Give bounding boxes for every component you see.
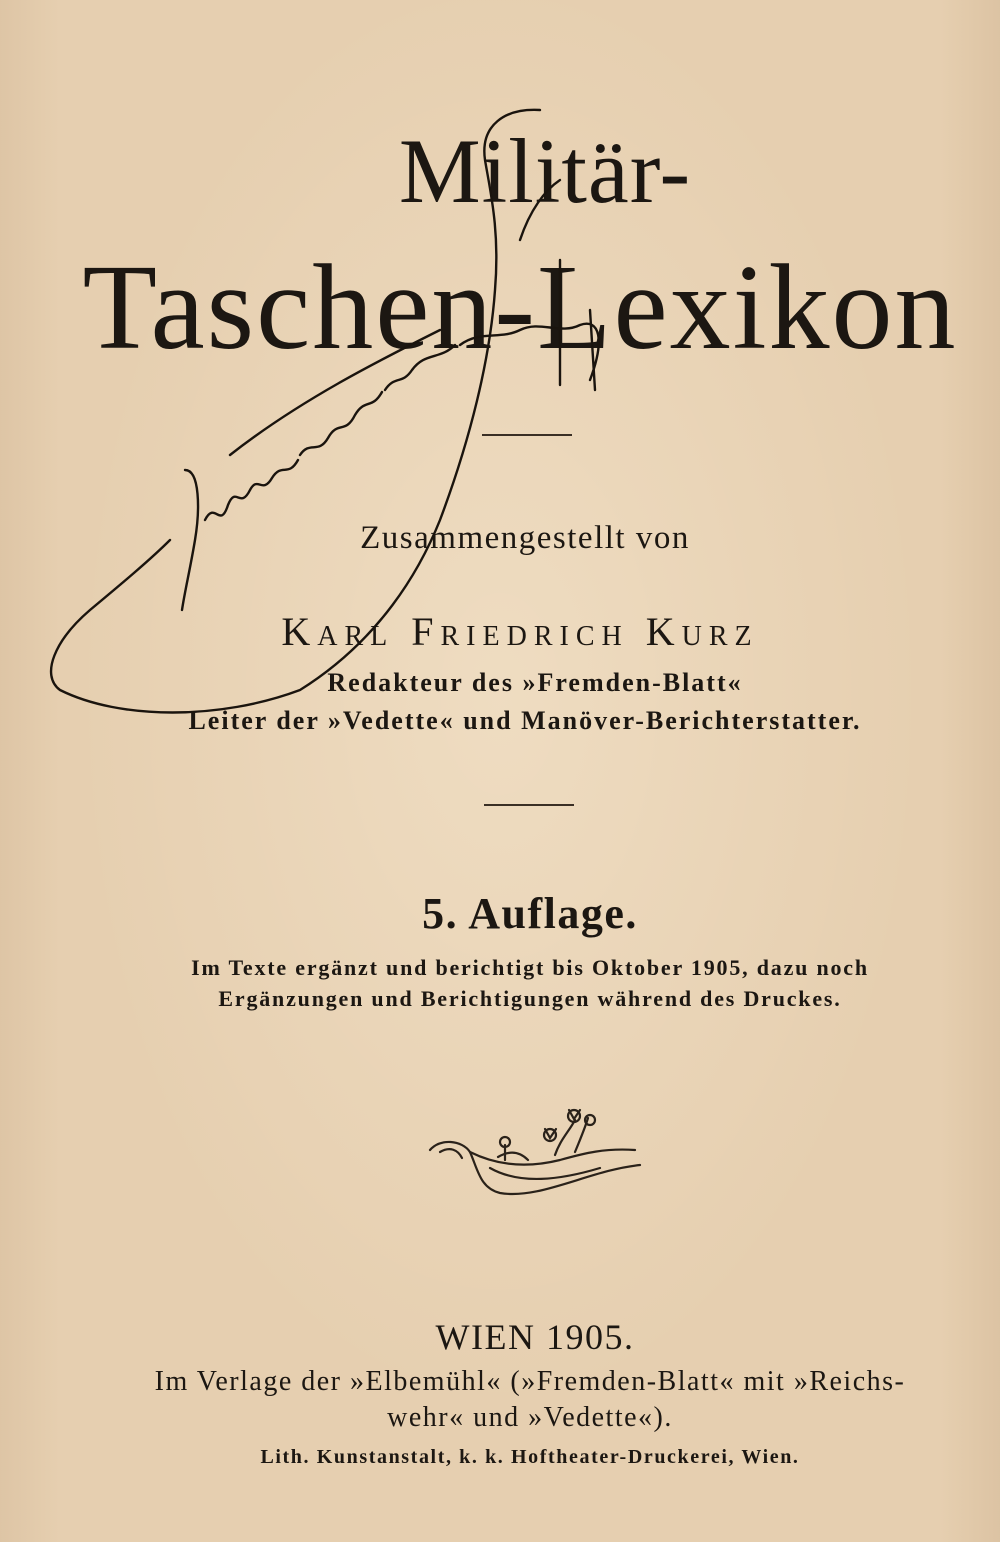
publisher-line-2: wehr« und »Vedette«). bbox=[387, 1402, 673, 1433]
edition-note-line-1: Im Texte ergänzt und berichtigt bis Oktober 1905, dazu noch bbox=[191, 955, 869, 980]
author-name: Karl Friedrich Kurz bbox=[281, 609, 759, 654]
author-role-1: Redakteur des »Fremden-Blatt« bbox=[327, 668, 743, 697]
author-role-2: Leiter der »Vedette« und Manöver-Berichterstatter. bbox=[188, 706, 862, 735]
floral-vignette-icon bbox=[430, 1110, 640, 1194]
edition-note-line-2: Ergänzungen und Berichtigungen während des Druckes. bbox=[218, 986, 842, 1011]
place-and-year: WIEN 1905. bbox=[435, 1317, 635, 1357]
edition-label: 5. Auflage. bbox=[422, 889, 638, 938]
title-line-1: Militär- bbox=[398, 120, 692, 222]
printer-credit: Lith. Kunstanstalt, k. k. Hoftheater-Druckerei, Wien. bbox=[260, 1446, 800, 1468]
handwritten-signature bbox=[51, 110, 599, 713]
compiled-by-label: Zusammengestellt von bbox=[360, 520, 690, 556]
publisher-line-1: Im Verlage der »Elbemühl« (»Fremden-Blatt« mit »Reichs- bbox=[154, 1366, 906, 1397]
title-line-2: Taschen-Lexikon bbox=[82, 240, 958, 375]
